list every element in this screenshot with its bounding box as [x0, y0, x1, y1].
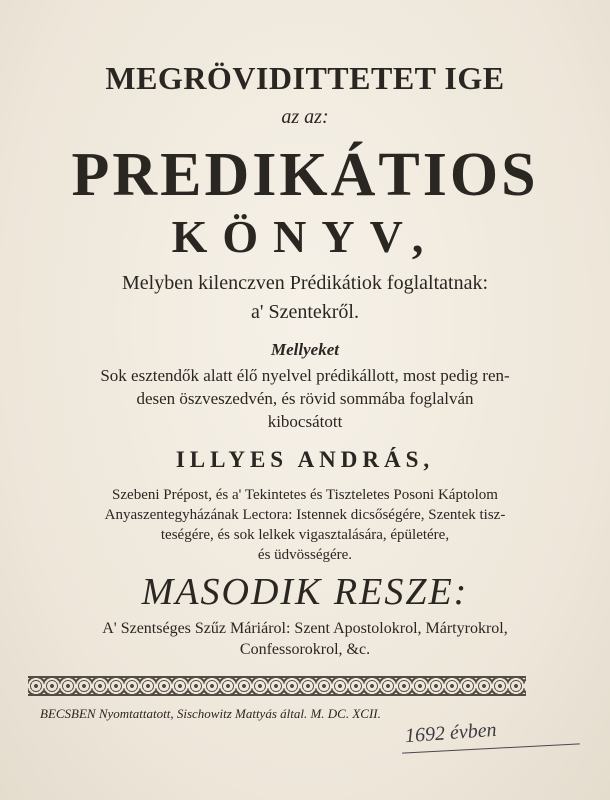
- main-title: PREDIKÁTIOS: [71, 141, 539, 209]
- contents-line-2: Confessorokrol, &c.: [239, 641, 371, 658]
- mellyeket-line: Mellyeket: [271, 340, 339, 359]
- handwritten-note: 1692 évben: [404, 718, 498, 748]
- title-line-1: MEGRÖVIDITTETET IGE: [105, 60, 505, 96]
- author-title-line-4: és üdvösségére.: [257, 547, 353, 563]
- main-title-2: KÖNYV,: [171, 211, 439, 262]
- contents-line-1: A' Szentséges Szűz Máriárol: Szent Apostolokrol, Mártyrokrol,: [102, 620, 508, 637]
- description-line-2: desen öszveszedvén, és rövid sommába foglalván: [136, 389, 474, 408]
- description-line-3: kibocsátott: [267, 412, 343, 431]
- author-title-line-3: teségére, és sok lelkek vigasztalására, épületére,: [160, 527, 450, 543]
- author-title-line-1: Szebeni Prépost, és a' Tekintetes és Tiszteletes Posoni Káptolom: [112, 487, 498, 503]
- author-title-line-2: Anyaszentegyházának Lectora: Istennek dicsőségére, Szentek tisz-: [104, 507, 506, 523]
- description-line-1: Sok esztendők alatt élő nyelvel prédikállott, most pedig ren-: [100, 366, 510, 385]
- ornament-border: [28, 676, 526, 696]
- imprint-line: BECSBEN Nyomtattatott, Sischowitz Mattyás által. M. DC. XCII.: [40, 706, 381, 721]
- title-line-2: az az:: [281, 106, 329, 128]
- author-name: ILLYES ANDRÁS,: [175, 447, 435, 472]
- part-title: MASODIK RESZE:: [141, 571, 469, 613]
- subtitle-line-1: Melyben kilenczven Prédikátiok foglaltatnak:: [122, 272, 488, 294]
- subtitle-line-2: a' Szentekről.: [250, 301, 359, 323]
